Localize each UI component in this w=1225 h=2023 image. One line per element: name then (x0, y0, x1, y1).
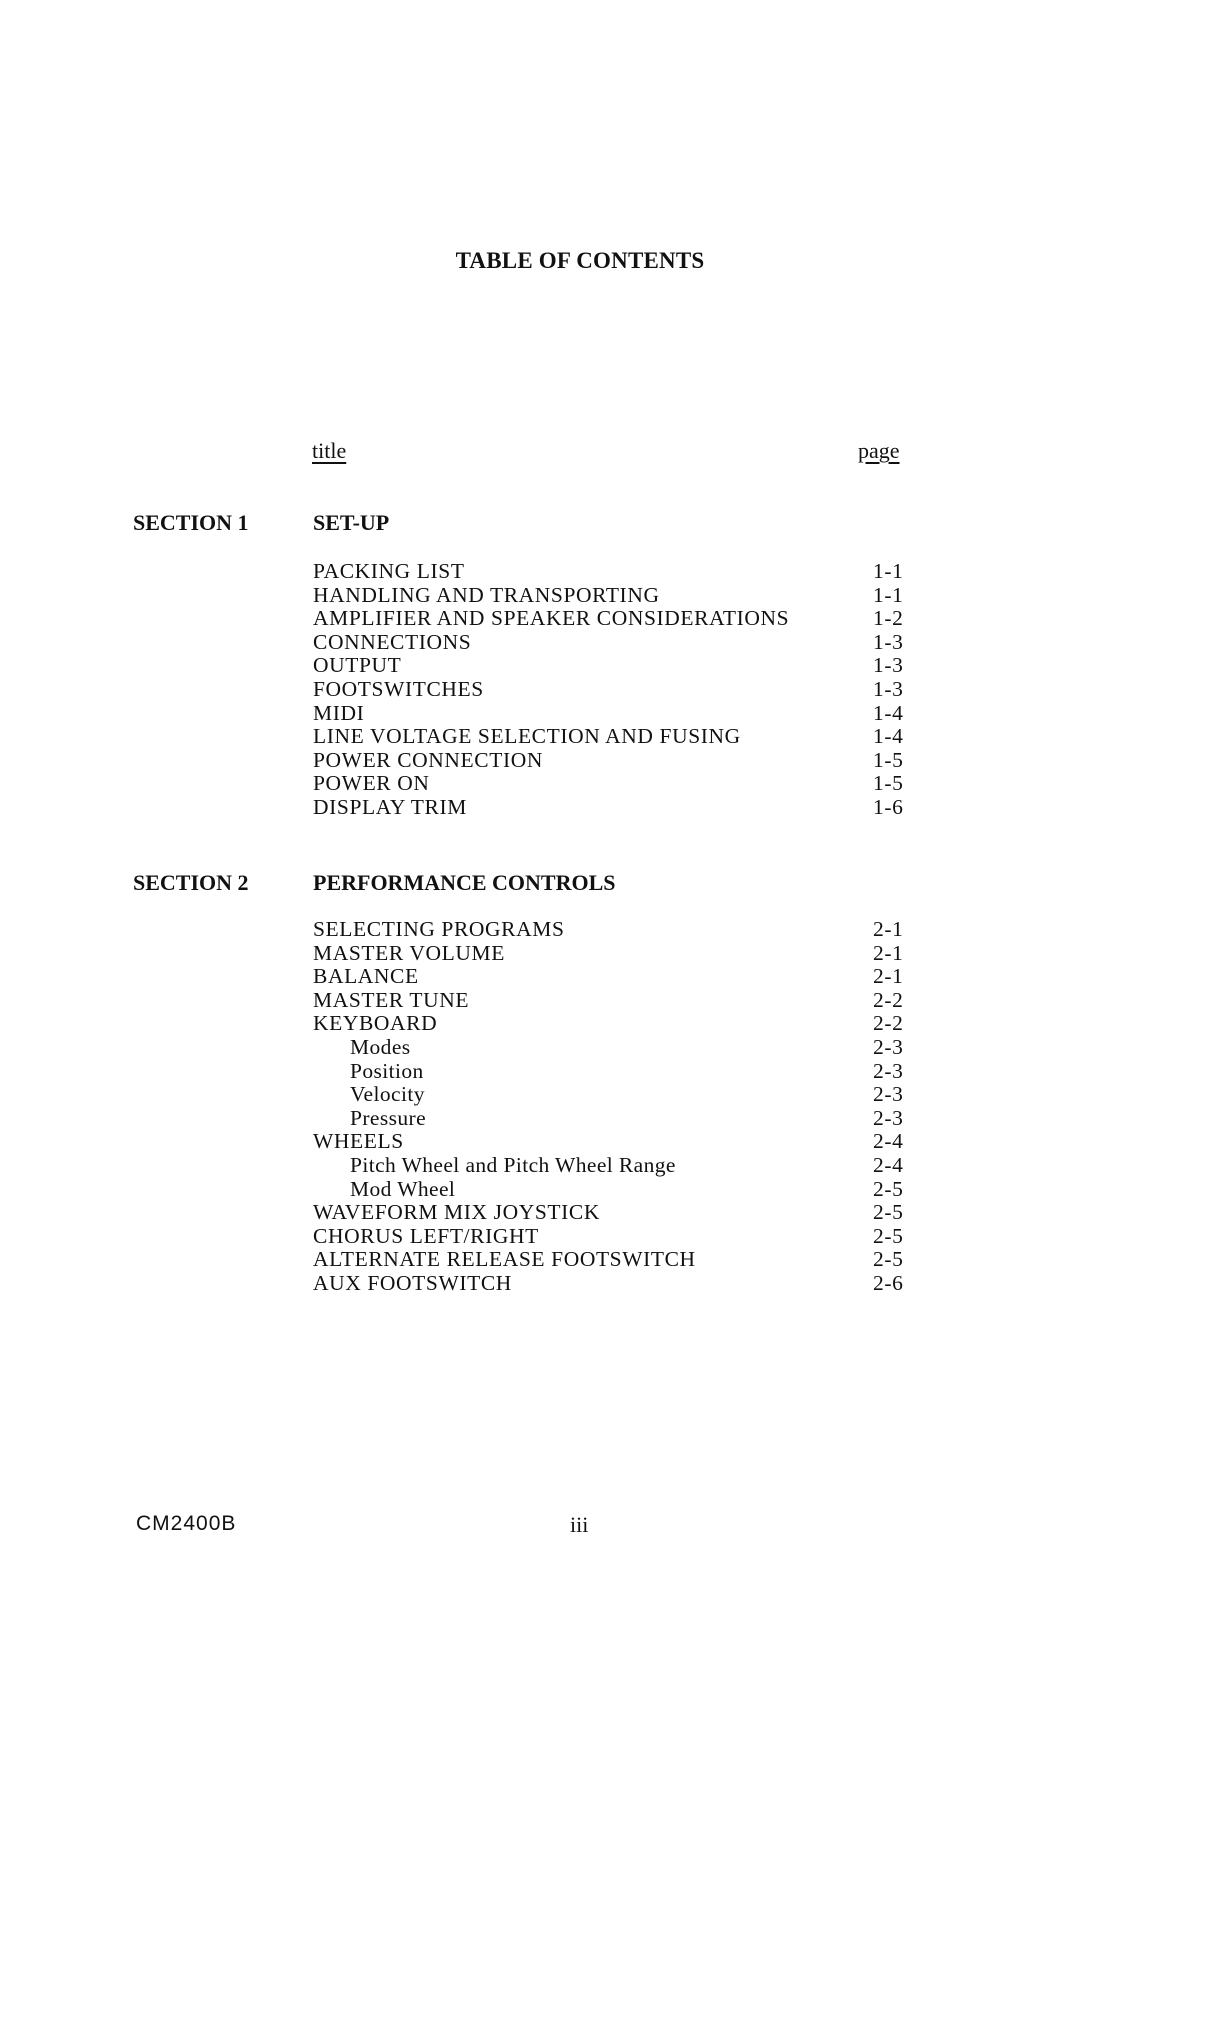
toc-entry-title: OUTPUT (313, 653, 402, 678)
toc-entry (313, 796, 913, 820)
document-code: CM2400B (136, 1512, 237, 1535)
toc-entry-title: POWER CONNECTION (313, 747, 543, 772)
toc-entry (313, 631, 913, 655)
toc-entry-title: POWER ON (313, 771, 430, 796)
toc-entry-title: Velocity (350, 1082, 425, 1107)
toc-entry-title: DISPLAY TRIM (313, 794, 467, 819)
toc-entry-page: 1-3 (873, 629, 904, 654)
toc-entry-page: 2-2 (873, 987, 904, 1012)
toc-entry (313, 772, 913, 796)
toc-entry-page: 1-4 (873, 700, 904, 725)
toc-entry-page: 2-6 (873, 1270, 904, 1295)
column-header-page: page (858, 438, 900, 463)
toc-entry-title: MIDI (313, 700, 365, 725)
toc-entry (313, 702, 913, 726)
toc-entry-page: 1-2 (873, 606, 904, 631)
toc-entry-title: KEYBOARD (313, 1011, 438, 1036)
toc-entry (313, 1201, 913, 1225)
toc-entry-page: 2-3 (873, 1105, 904, 1130)
section-2-heading: PERFORMANCE CONTROLS (313, 870, 616, 895)
toc-entry-page: 1-1 (873, 559, 904, 583)
toc-entry (313, 1012, 913, 1036)
toc-entry-title: ALTERNATE RELEASE FOOTSWITCH (313, 1247, 696, 1272)
toc-entry (313, 560, 913, 584)
toc-entry (313, 749, 913, 773)
section-2-label: SECTION 2 (133, 870, 249, 895)
toc-entry-title: AUX FOOTSWITCH (313, 1270, 512, 1295)
toc-entry-title: PACKING LIST (313, 559, 465, 583)
toc-entry-title: FOOTSWITCHES (313, 676, 484, 701)
toc-entry-title: Position (350, 1058, 424, 1083)
toc-entry-page: 1-4 (873, 724, 904, 749)
toc-entry-page: 1-5 (873, 771, 904, 796)
toc-entry-page: 2-3 (873, 1034, 904, 1059)
toc-entry (313, 1248, 913, 1272)
toc-entry (313, 725, 913, 749)
toc-entry-page: 2-3 (873, 1058, 904, 1083)
toc-entry (313, 942, 913, 966)
toc-entry (313, 918, 913, 942)
toc-entry-title: WHEELS (313, 1129, 404, 1154)
section-2-entry-list (313, 918, 913, 1296)
toc-entry-title: Mod Wheel (350, 1176, 456, 1201)
toc-title: TABLE OF CONTENTS (455, 248, 705, 273)
toc-entry-title: Modes (350, 1034, 411, 1059)
toc-entry (313, 654, 913, 678)
toc-entry-title: BALANCE (313, 964, 419, 989)
toc-subentry (313, 1107, 913, 1131)
toc-entry-title: SELECTING PROGRAMS (313, 917, 565, 941)
toc-subentry (313, 1060, 913, 1084)
toc-entry-title: LINE VOLTAGE SELECTION AND FUSING (313, 724, 741, 749)
toc-entry-page: 2-4 (873, 1129, 904, 1154)
toc-entry-page: 1-1 (873, 582, 904, 607)
toc-entry-title: MASTER VOLUME (313, 940, 505, 965)
toc-entry-page: 1-6 (873, 794, 904, 819)
toc-entry-title: WAVEFORM MIX JOYSTICK (313, 1200, 600, 1225)
toc-entry-page: 1-3 (873, 676, 904, 701)
toc-subentry (313, 1036, 913, 1060)
toc-entry (313, 678, 913, 702)
toc-subentry (313, 1083, 913, 1107)
toc-subentry (313, 1178, 913, 1202)
section-1-label: SECTION 1 (133, 510, 249, 535)
toc-entry (313, 989, 913, 1013)
toc-entry-title: AMPLIFIER AND SPEAKER CONSIDERATIONS (313, 606, 790, 631)
toc-entry-page: 2-4 (873, 1152, 904, 1177)
section-1-heading: SET-UP (313, 510, 390, 535)
toc-entry-title: Pressure (350, 1105, 427, 1130)
toc-entry-title: Pitch Wheel and Pitch Wheel Range (350, 1152, 676, 1177)
toc-entry-page: 2-1 (873, 940, 904, 965)
section-1-entry-list (313, 560, 913, 820)
toc-entry (313, 1272, 913, 1296)
toc-entry-title: CONNECTIONS (313, 629, 472, 654)
toc-entry-title: HANDLING AND TRANSPORTING (313, 582, 660, 607)
column-header-title: title (312, 438, 347, 463)
toc-entry-page: 2-5 (873, 1200, 904, 1225)
toc-entry-title: CHORUS LEFT/RIGHT (313, 1223, 539, 1248)
toc-entry-page: 2-5 (873, 1176, 904, 1201)
toc-entry-page: 1-3 (873, 653, 904, 678)
toc-entry-page: 2-5 (873, 1247, 904, 1272)
page-number: iii (570, 1512, 589, 1537)
toc-entry-title: MASTER TUNE (313, 987, 470, 1012)
toc-entry (313, 965, 913, 989)
toc-entry-page: 1-5 (873, 747, 904, 772)
toc-subentry (313, 1154, 913, 1178)
toc-entry (313, 584, 913, 608)
toc-entry-page: 2-5 (873, 1223, 904, 1248)
toc-entry (313, 1130, 913, 1154)
toc-entry-page: 2-3 (873, 1082, 904, 1107)
toc-entry (313, 1225, 913, 1249)
toc-entry-page: 2-1 (873, 964, 904, 989)
toc-entry-page: 2-1 (873, 917, 904, 941)
toc-entry-page: 2-2 (873, 1011, 904, 1036)
toc-entry (313, 607, 913, 631)
